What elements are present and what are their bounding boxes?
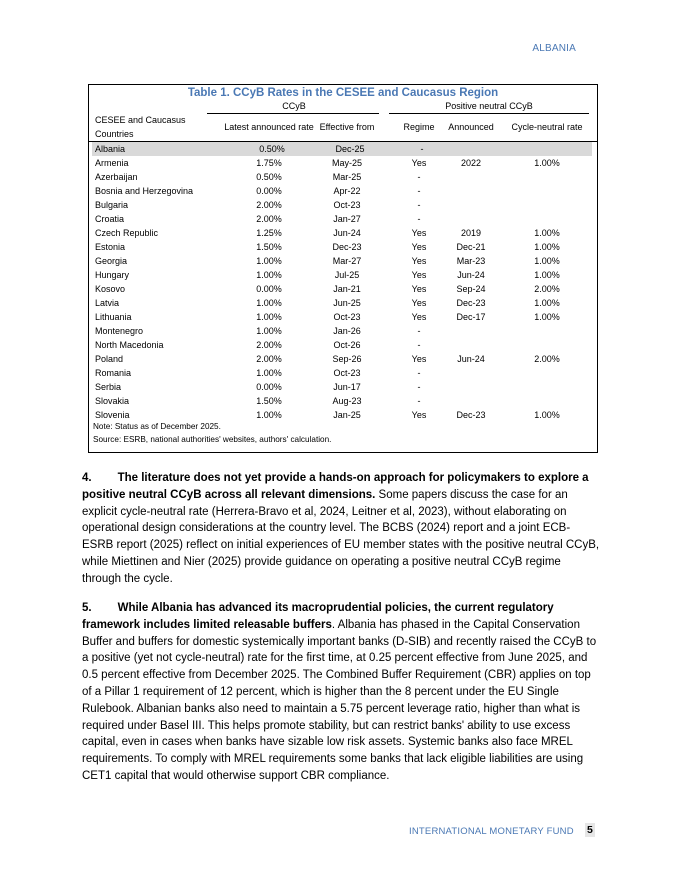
cell-cyclical: 1.00% [534, 312, 560, 322]
cell-latest: 2.00% [256, 200, 282, 210]
col-header-country-line1: CESEE and Caucasus [95, 115, 186, 125]
table-row [89, 310, 597, 324]
paragraph-4-lead: The literature does not yet provide a hands-on approach for policymakers to explore a positive neutral CCyB across all relevant dimensions. [82, 472, 589, 501]
cell-country: Hungary [95, 270, 130, 280]
cell-cyclical: 2.00% [534, 284, 560, 294]
cell-effective: Jan-21 [333, 284, 361, 294]
cell-regime: - [417, 368, 421, 378]
cell-country: Croatia [95, 214, 125, 224]
group-header-ccyb: CCyB [282, 101, 306, 111]
paragraph-5-number: 5. [82, 602, 92, 614]
cell-announced: 2019 [460, 228, 482, 238]
cell-regime: Yes [411, 242, 427, 252]
cell-regime: - [417, 340, 421, 350]
cell-announced: Sep-24 [456, 284, 486, 294]
cell-regime: Yes [411, 270, 427, 280]
paragraph-5-body: . Albania has phased in the Capital Conservation Buffer and buffers for domestic systemically important banks (D-SIB) and recently raised the CCyB to a positive (yet not cycle-neutral) rate for the first time, at 0.25 percent effective from June 2025, and 0.5 percent effective from December 2025. The Combined Buffer Requirement (CBR) applies on top of a Pillar 1 requirement of 12 percent, which is higher than the 8 percent under the EU Single Rulebook. Albanian banks also need to maintain a 5.75 percent leverage ratio, higher than what is required under Basel III. This helps promote stability, but can restrict banks' ability to use excess capital, even in cases when banks have sizable low risk assets. Systemic banks also face MREL requirements. To comply with MREL requirements some banks that lack eligible liabilities are using CET1 capital that would otherwise support CBR compliance. [82, 618, 597, 782]
table-row [89, 338, 597, 352]
cell-latest: 2.00% [256, 214, 282, 224]
cell-regime: Yes [411, 158, 427, 168]
cell-effective: Dec-23 [332, 242, 362, 252]
cell-regime: Yes [411, 256, 427, 266]
cell-latest: 1.00% [256, 298, 282, 308]
cell-country: Slovakia [95, 396, 130, 406]
cell-cyclical: 1.00% [534, 228, 560, 238]
cell-announced: Jun-24 [457, 354, 485, 364]
table-row [89, 296, 597, 310]
cell-effective: Jul-25 [334, 270, 360, 280]
cell-effective: Apr-22 [333, 186, 361, 196]
cell-latest: 1.75% [256, 158, 282, 168]
table-row [89, 324, 597, 338]
cell-country: Poland [95, 354, 124, 364]
table-row [89, 282, 597, 296]
cell-country: Slovenia [95, 410, 130, 420]
table-row [89, 170, 597, 184]
paragraph-4-number: 4. [82, 472, 92, 484]
paragraph-5 [82, 600, 600, 785]
cell-effective: Mar-25 [332, 172, 362, 182]
table-row [89, 408, 597, 422]
cell-country: Romania [95, 368, 132, 378]
cell-cyclical: 1.00% [534, 242, 560, 252]
cell-announced: Dec-23 [456, 298, 486, 308]
cell-announced: 2022 [460, 158, 482, 168]
cell-regime: Yes [411, 410, 427, 420]
cell-latest: 2.00% [256, 340, 282, 350]
group-header-positive-neutral: Positive neutral CCyB [445, 101, 533, 111]
cell-country: Serbia [95, 382, 122, 392]
group-rule-positive-neutral [389, 113, 589, 114]
running-header-country: ALBANIA [532, 43, 576, 54]
cell-country: Montenegro [95, 326, 144, 336]
paragraph-5-lead: While Albania has advanced its macroprudential policies, the current regulatory framework includes limited releasable buffers [82, 602, 554, 631]
table-row [89, 240, 597, 254]
cell-effective: Oct-23 [333, 368, 361, 378]
cell-regime: - [417, 382, 421, 392]
table-row [89, 212, 597, 226]
cell-cyclical: 1.00% [534, 270, 560, 280]
table-row [89, 198, 597, 212]
cell-latest: 1.00% [256, 326, 282, 336]
cell-country: Estonia [95, 242, 126, 252]
cell-regime: Yes [411, 312, 427, 322]
cell-effective: Sep-26 [332, 354, 362, 364]
group-rule-ccyb [207, 113, 379, 114]
table-row [89, 184, 597, 198]
paragraph-4-body: Some papers discuss the case for an explicit cycle-neutral rate (Herrera-Bravo et al, 2024, Leitner et al, 2023), without elaborating on operational design considerations at the country level. The BCBS (2024) report and a joint ECB-ESRB report (2025) reflect on initial experiences of EU member states with the positive neutral CCyB, while Miettinen and Nier (2025) provide guidance on operating a positive neutral CCyB regime through the cycle. [82, 488, 600, 585]
cell-regime: - [420, 144, 424, 154]
cell-regime: - [417, 200, 421, 210]
cell-country: Georgia [95, 256, 128, 266]
cell-latest: 1.00% [256, 410, 282, 420]
cell-country: Albania [95, 144, 126, 154]
cell-regime: Yes [411, 298, 427, 308]
cell-regime: - [417, 396, 421, 406]
table-row [89, 380, 597, 394]
cell-country: North Macedonia [95, 340, 164, 350]
cell-country: Lithuania [95, 312, 132, 322]
cell-effective: Jan-25 [333, 410, 361, 420]
cell-latest: 1.00% [256, 270, 282, 280]
table-row [92, 142, 592, 156]
cell-announced: Dec-21 [456, 242, 486, 252]
cell-regime: - [417, 326, 421, 336]
cell-latest: 2.00% [256, 354, 282, 364]
cell-effective: Aug-23 [332, 396, 362, 406]
cell-effective: Dec-25 [335, 144, 365, 154]
cell-latest: 0.00% [256, 186, 282, 196]
table-row [89, 352, 597, 366]
table-row [89, 156, 597, 170]
cell-country: Latvia [95, 298, 120, 308]
col-header-regime: Regime [403, 122, 435, 132]
table-row [89, 254, 597, 268]
cell-regime: - [417, 186, 421, 196]
cell-effective: Jun-24 [333, 228, 361, 238]
cell-regime: Yes [411, 284, 427, 294]
ccyb-table [88, 84, 598, 453]
cell-regime: - [417, 214, 421, 224]
table-row [89, 366, 597, 380]
cell-effective: Oct-23 [333, 200, 361, 210]
cell-effective: Jan-27 [333, 214, 361, 224]
cell-effective: Jun-17 [333, 382, 361, 392]
paragraph-4 [82, 470, 600, 588]
cell-country: Azerbaijan [95, 172, 138, 182]
table-row [89, 268, 597, 282]
cell-cyclical: 1.00% [534, 158, 560, 168]
cell-latest: 1.00% [256, 368, 282, 378]
cell-announced: Dec-17 [456, 312, 486, 322]
cell-latest: 0.00% [256, 382, 282, 392]
cell-latest: 1.00% [256, 312, 282, 322]
cell-cyclical: 1.00% [534, 410, 560, 420]
page-number: 5 [587, 824, 593, 836]
table-note: Note: Status as of December 2025. [93, 422, 221, 431]
cell-country: Czech Republic [95, 228, 159, 238]
cell-country: Kosovo [95, 284, 126, 294]
cell-latest: 1.50% [256, 396, 282, 406]
cell-regime: Yes [411, 354, 427, 364]
cell-regime: Yes [411, 228, 427, 238]
running-footer-org: INTERNATIONAL MONETARY FUND [409, 826, 574, 837]
cell-country: Bosnia and Herzegovina [95, 186, 194, 196]
cell-latest: 1.00% [256, 256, 282, 266]
table-title: Table 1. CCyB Rates in the CESEE and Caucasus Region [187, 87, 499, 99]
cell-country: Bulgaria [95, 200, 129, 210]
cell-regime: - [417, 172, 421, 182]
cell-cyclical: 1.00% [534, 256, 560, 266]
table-source: Source: ESRB, national authorities' websites, authors' calculation. [93, 435, 332, 444]
col-header-effective: Effective from [319, 122, 375, 132]
cell-effective: Jun-25 [333, 298, 361, 308]
col-header-cyclical: Cycle-neutral rate [511, 122, 583, 132]
cell-latest: 0.50% [256, 172, 282, 182]
cell-effective: Mar-27 [332, 256, 362, 266]
cell-announced: Jun-24 [457, 270, 485, 280]
col-header-country-line2: Countries [95, 129, 134, 139]
col-header-latest: Latest announced rate [224, 122, 314, 132]
cell-cyclical: 2.00% [534, 354, 560, 364]
table-row [89, 226, 597, 240]
cell-effective: May-25 [331, 158, 362, 168]
cell-effective: Jan-26 [333, 326, 361, 336]
cell-effective: Oct-26 [333, 340, 361, 350]
cell-announced: Mar-23 [456, 256, 486, 266]
col-header-announced: Announced [448, 122, 494, 132]
cell-country: Armenia [95, 158, 129, 168]
cell-announced: Dec-23 [456, 410, 486, 420]
cell-cyclical: 1.00% [534, 298, 560, 308]
cell-latest: 1.50% [256, 242, 282, 252]
cell-latest: 0.00% [256, 284, 282, 294]
cell-latest: 1.25% [256, 228, 282, 238]
cell-latest: 0.50% [259, 144, 285, 154]
cell-effective: Oct-23 [333, 312, 361, 322]
table-row [89, 394, 597, 408]
